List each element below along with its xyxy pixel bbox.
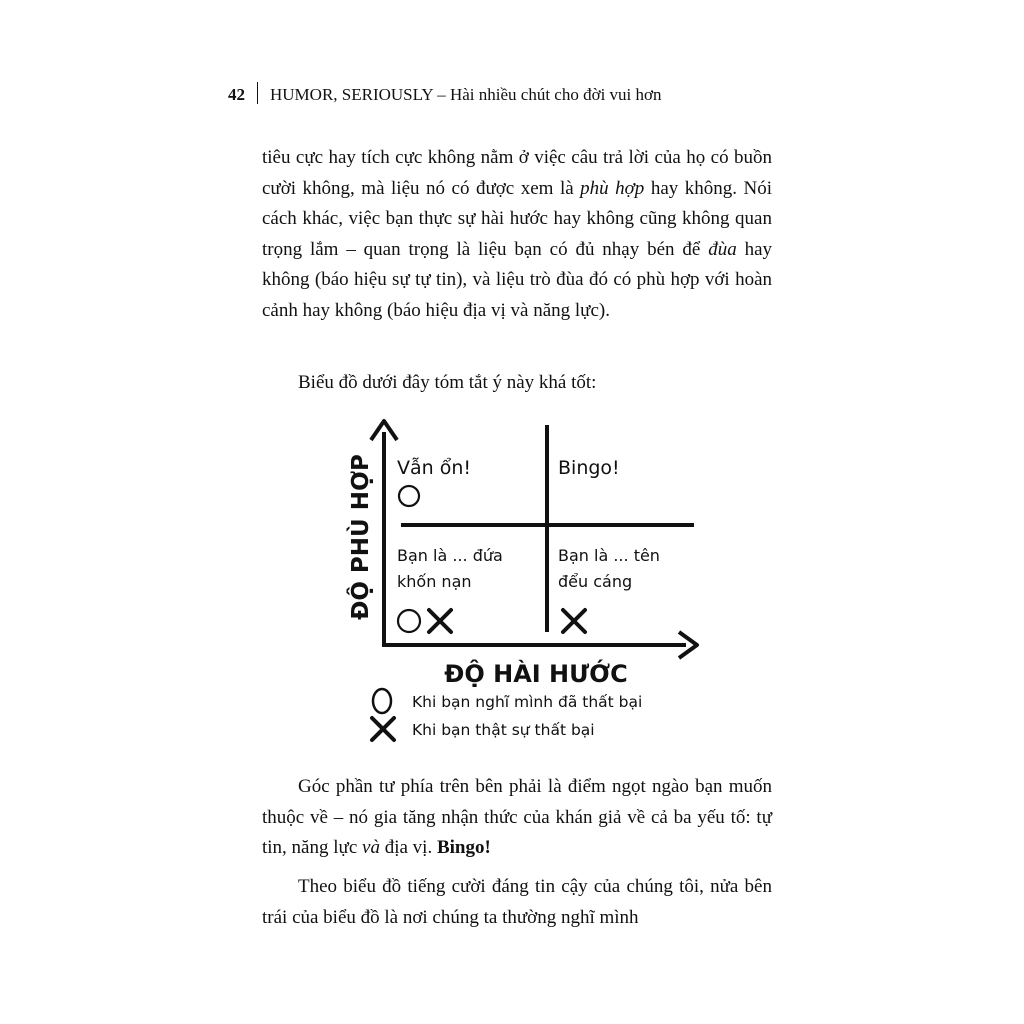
x-axis-label: ĐỘ HÀI HƯỚC — [444, 660, 628, 688]
paragraph-3 — [262, 772, 772, 864]
paragraph-2: Biểu đồ dưới đây tóm tắt ý này khá tốt: — [298, 372, 597, 393]
book-title: HUMOR, SERIOUSLY – Hài nhiều chút cho đời vui hơn — [270, 85, 662, 104]
paragraph-3-strong: Bingo! — [436, 837, 491, 858]
o-marker-top-left — [399, 486, 419, 506]
paragraph-1-emphasis-a: phù hợp — [580, 177, 645, 199]
legend-o-text: Khi bạn nghĩ mình đã thất bại — [412, 693, 643, 711]
legend-o-icon — [373, 689, 391, 713]
quadrant-bottom-right-line2: đểu cáng — [558, 572, 633, 591]
y-axis-label: ĐỘ PHÙ HỢP — [348, 454, 374, 620]
paragraph-1-text-b: hay không. Nói cách khác, việc bạn thực sự hài hước hay không cũng không quan trọng lắm – quan trọng là liệu bạn có đủ nhạy bén để — [262, 177, 772, 260]
quadrant-bottom-right-line1: Bạn là ... tên — [558, 546, 660, 565]
legend-x-icon — [372, 718, 394, 740]
x-marker-bottom-left — [429, 610, 451, 632]
page-number: 42 — [228, 85, 245, 104]
quadrant-bottom-left-line1: Bạn là ... đứa — [397, 546, 503, 565]
quadrant-top-left-label: Vẫn ổn! — [397, 457, 472, 479]
o-marker-bottom-left — [398, 610, 420, 632]
legend-x-text: Khi bạn thật sự thất bại — [412, 721, 595, 739]
paragraph-4: Theo biểu đồ tiếng cười đáng tin cậy của chúng tôi, nửa bên trái của biểu đồ là nơi chúng ta thường nghĩ mình — [262, 876, 772, 928]
paragraph-1-text-a: tiêu cực hay tích cực không nằm ở việc câu trả lời của họ có buồn cười không, mà liệu nó có được xem là — [262, 147, 772, 199]
paragraph-3-text-b: địa vị. — [379, 837, 437, 858]
quadrant-top-right-label: Bingo! — [558, 457, 620, 479]
paragraph-3-emphasis: và — [362, 837, 380, 858]
paragraph-3-text-a: Góc phần tư phía trên bên phải là điểm ngọt ngào bạn muốn thuộc về – nó gia tăng nhận thức của khán giả về cả ba yếu tố: tự tin, năng lực — [262, 776, 772, 858]
x-marker-bottom-right — [563, 610, 585, 632]
paragraph-1-emphasis-b: đùa — [708, 238, 737, 260]
quadrant-bottom-left-line2: khốn nạn — [397, 572, 472, 591]
paragraph-1-text-c: hay không (báo hiệu sự tự tin), và liệu trò đùa đó có phù hợp với hoàn cảnh hay không (báo hiệu địa vị và năng lực). — [262, 238, 772, 321]
